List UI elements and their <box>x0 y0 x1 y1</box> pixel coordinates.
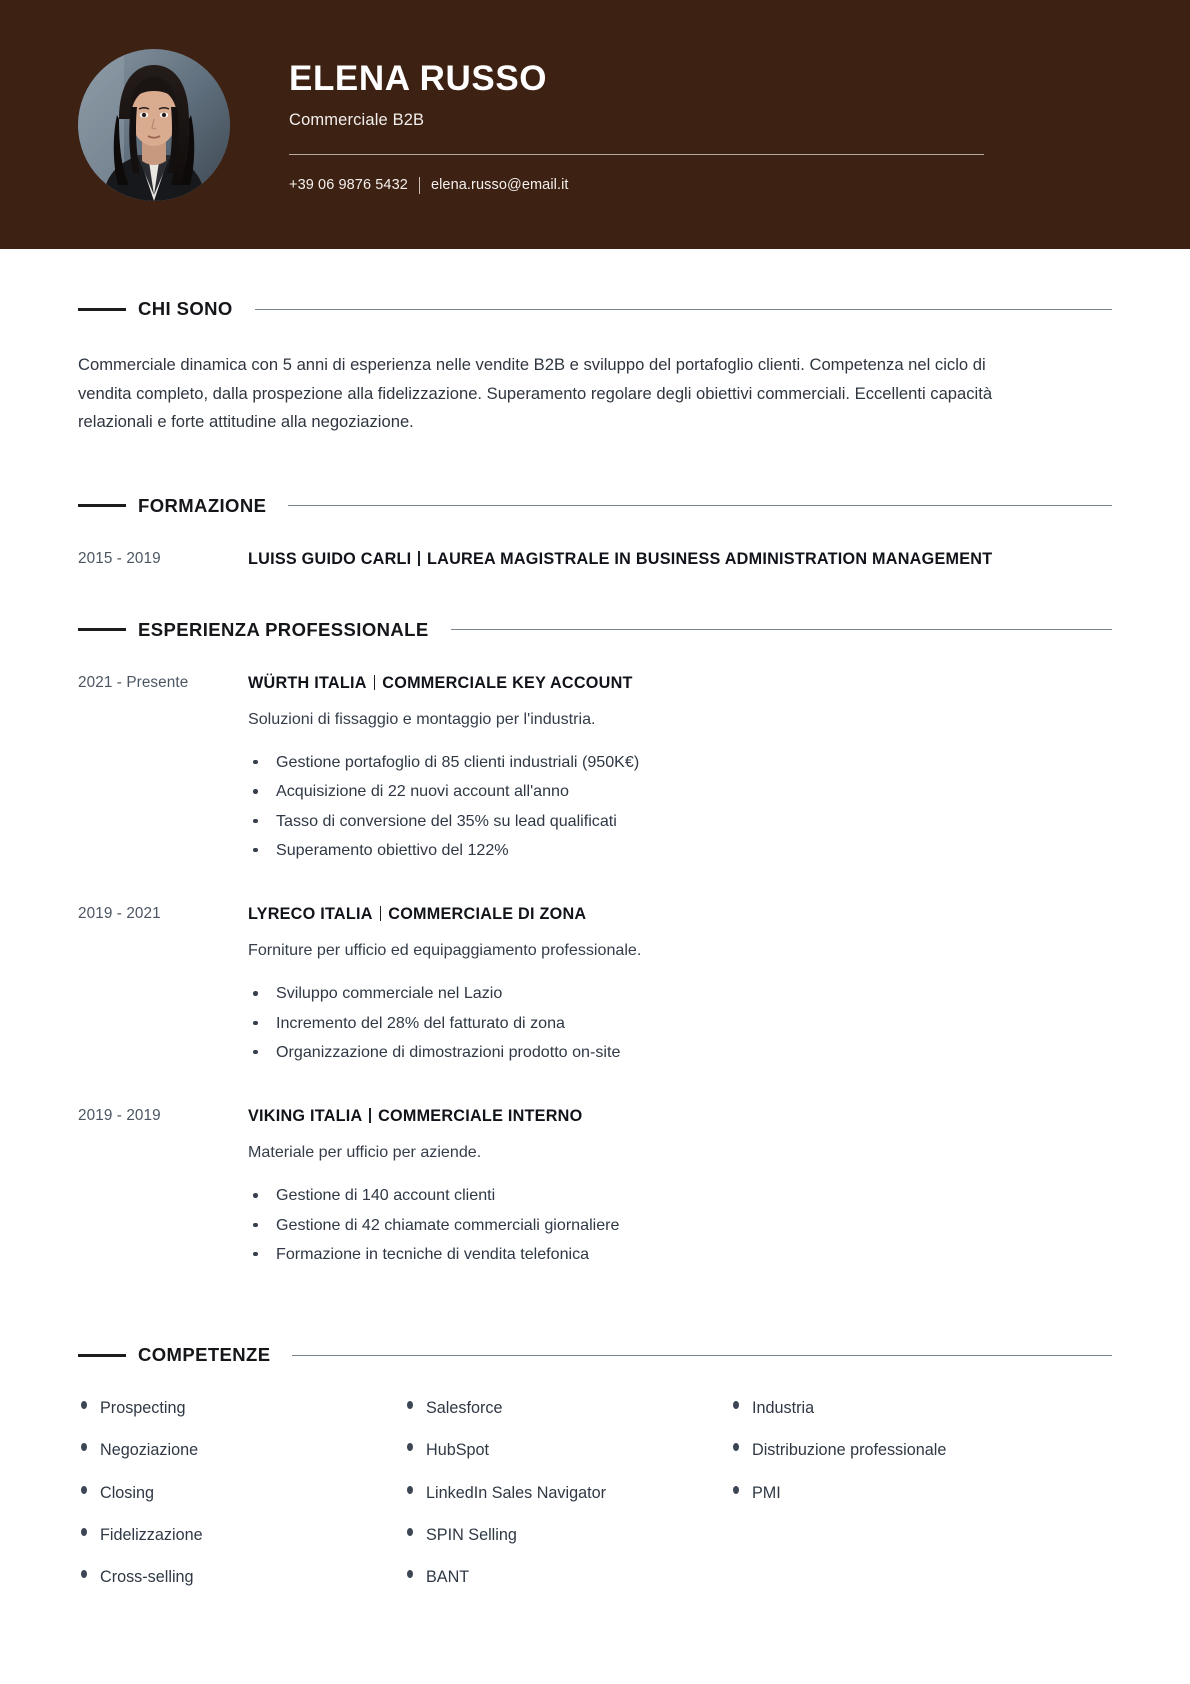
education-degree: LAUREA MAGISTRALE IN BUSINESS ADMINISTRATION MANAGEMENT <box>427 549 993 568</box>
experience-title <box>248 671 1112 696</box>
section-header-skills <box>78 1344 1112 1366</box>
experience-description: Materiale per ufficio per aziende. <box>248 1143 482 1162</box>
bullet-item: Acquisizione di 22 nuovi account all'anno <box>248 777 1112 806</box>
bullet-item: Incremento del 28% del fatturato di zona <box>248 1009 1112 1038</box>
skill-item: Prospecting <box>78 1394 404 1422</box>
title-separator-icon <box>374 675 376 690</box>
bullet-item: Superamento obiettivo del 122% <box>248 836 1112 865</box>
skill-item: LinkedIn Sales Navigator <box>404 1479 730 1507</box>
experience-position: COMMERCIALE INTERNO <box>378 1107 583 1126</box>
education-title <box>248 547 1038 572</box>
skill-item: Industria <box>730 1394 1112 1422</box>
section-skills <box>78 1344 1112 1605</box>
skills-column-2 <box>404 1394 730 1605</box>
contact-line <box>289 177 989 194</box>
email-text: elena.russo@email.it <box>430 177 569 194</box>
experience-title <box>248 1104 1112 1129</box>
experience-entry <box>78 1104 1112 1269</box>
education-date: 2015 - 2019 <box>78 549 161 567</box>
experience-title <box>248 902 1112 927</box>
phone-text: +39 06 9876 5432 <box>289 177 408 194</box>
job-title: Commerciale B2B <box>289 110 425 129</box>
bullet-item: Formazione in tecniche di vendita telefonica <box>248 1240 1112 1269</box>
skill-item: Cross-selling <box>78 1563 404 1591</box>
experience-position: COMMERCIALE DI ZONA <box>388 905 587 924</box>
education-entry <box>78 547 1112 572</box>
about-paragraph: Commerciale dinamica con 5 anni di esperienza nelle vendite B2B e sviluppo del portafoglio clienti. Competenza nel ciclo di vendita completo, dalla prospezione alla fidelizzazione. Superamento regolare degli obiettivi commerciali. Eccellenti capacità relazionali e forte attitudine alla negoziazione. <box>78 355 993 432</box>
section-dash-icon <box>78 628 126 631</box>
resume-header <box>0 0 1190 249</box>
bullet-item: Sviluppo commerciale nel Lazio <box>248 979 1112 1008</box>
avatar-photo <box>78 49 230 201</box>
page-title: ELENA RUSSO <box>289 59 548 99</box>
avatar <box>78 49 230 201</box>
skill-item: Salesforce <box>404 1394 730 1422</box>
header-divider <box>289 154 984 155</box>
experience-entry <box>78 671 1112 865</box>
contact-separator <box>419 177 420 194</box>
experience-company: LYRECO ITALIA <box>248 905 373 924</box>
section-header-experience <box>78 619 1112 641</box>
skills-grid <box>78 1394 1112 1605</box>
experience-bullets <box>248 979 1112 1067</box>
skill-item: SPIN Selling <box>404 1521 730 1549</box>
skills-column-1 <box>78 1394 404 1605</box>
experience-date: 2019 - 2019 <box>78 1107 161 1125</box>
experience-entry <box>78 902 1112 1067</box>
experience-company: WÜRTH ITALIA <box>248 673 367 692</box>
skill-item: Fidelizzazione <box>78 1521 404 1549</box>
section-experience <box>78 619 1112 1270</box>
bullet-item: Gestione di 42 chiamate commerciali giornaliere <box>248 1211 1112 1240</box>
experience-bullets <box>248 1181 1112 1269</box>
experience-date: 2019 - 2021 <box>78 905 161 923</box>
section-dash-icon <box>78 1354 126 1357</box>
experience-date: 2021 - Presente <box>78 673 189 691</box>
skills-column-3 <box>730 1394 1112 1605</box>
experience-detail <box>248 671 1112 865</box>
bullet-item: Gestione portafoglio di 85 clienti industriali (950K€) <box>248 748 1112 777</box>
title-separator-icon <box>380 906 382 921</box>
skill-item: Distribuzione professionale <box>730 1436 1112 1464</box>
experience-description: Soluzioni di fissaggio e montaggio per l'industria. <box>248 709 596 728</box>
section-education <box>78 495 1112 572</box>
experience-position: COMMERCIALE KEY ACCOUNT <box>382 673 633 692</box>
section-dash-icon <box>78 308 126 311</box>
skill-item: PMI <box>730 1479 1112 1507</box>
experience-description: Forniture per ufficio ed equipaggiamento professionale. <box>248 941 642 960</box>
header-text-block <box>289 55 989 193</box>
education-institution: LUISS GUIDO CARLI <box>248 549 412 568</box>
experience-detail <box>248 1104 1112 1269</box>
section-about <box>78 298 1112 437</box>
title-separator-icon <box>418 551 420 566</box>
section-rule <box>255 309 1112 310</box>
section-title-skills: COMPETENZE <box>138 1344 271 1366</box>
skill-item: Negoziazione <box>78 1436 404 1464</box>
education-detail <box>248 547 1112 572</box>
section-header-about <box>78 298 1112 320</box>
experience-bullets <box>248 748 1112 865</box>
section-title-about: CHI SONO <box>138 298 233 319</box>
section-title-education: FORMAZIONE <box>138 494 267 516</box>
skill-item: Closing <box>78 1479 404 1507</box>
skill-item: BANT <box>404 1563 730 1591</box>
experience-detail <box>248 902 1112 1067</box>
section-rule <box>292 1355 1112 1356</box>
experience-company: VIKING ITALIA <box>248 1107 363 1126</box>
section-rule <box>451 629 1112 630</box>
section-header-education <box>78 495 1112 517</box>
section-dash-icon <box>78 504 126 507</box>
title-separator-icon <box>369 1108 371 1123</box>
skill-item: HubSpot <box>404 1436 730 1464</box>
section-rule <box>288 505 1112 506</box>
section-title-experience: ESPERIENZA PROFESSIONALE <box>138 618 429 640</box>
resume-body <box>0 298 1190 1605</box>
bullet-item: Tasso di conversione del 35% su lead qualificati <box>248 807 1112 836</box>
bullet-item: Organizzazione di dimostrazioni prodotto on-site <box>248 1038 1112 1067</box>
bullet-item: Gestione di 140 account clienti <box>248 1181 1112 1210</box>
